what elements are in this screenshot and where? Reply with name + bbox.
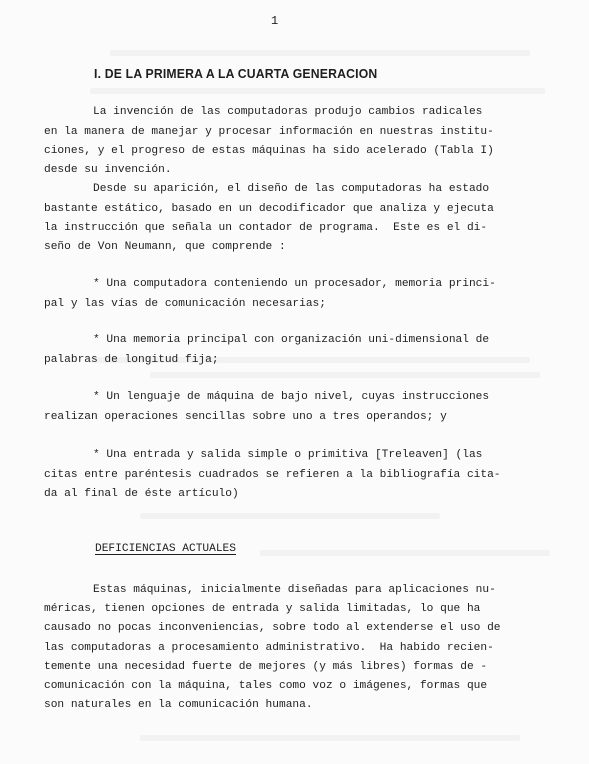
paragraph-line: son naturales en la comunicación humana. — [44, 699, 313, 711]
paragraph-line: bastante estático, basado en un decodificador que analiza y ejecuta — [44, 203, 494, 215]
paragraph-line: seño de Von Neumann, que comprende : — [44, 241, 286, 253]
paragraph-line: desde su invención. — [44, 164, 172, 176]
paragraph-line: en la manera de manejar y procesar información en nuestras institu- — [44, 126, 494, 138]
bleed-through-mark — [90, 88, 545, 94]
bullet-line: * Una memoria principal con organización uni-dimensional de — [93, 334, 490, 346]
paragraph-line: la instrucción que señala un contador de programa. Este es el di- — [44, 222, 488, 234]
paragraph-line: La invención de las computadoras produjo cambios radicales — [93, 106, 483, 118]
paragraph-line: Estas máquinas, inicialmente diseñadas para aplicaciones nu- — [93, 584, 496, 596]
bullet-line: pal y las vías de comunicación necesarias; — [44, 298, 326, 310]
bleed-through-mark — [140, 735, 520, 741]
paragraph-line: temente una necesidad fuerte de mejores (y más libres) formas de - — [44, 661, 488, 673]
bullet-line: * Una computadora conteniendo un procesador, memoria princi- — [93, 278, 496, 290]
paragraph-line: causado no pocas inconveniencias, sobre todo al extenderse el uso de — [44, 622, 501, 634]
bullet-line: * Un lenguaje de máquina de bajo nivel, cuyas instrucciones — [93, 391, 490, 403]
subheading-deficiencias: DEFICIENCIAS ACTUALES — [95, 543, 236, 555]
page-number: 1 — [271, 14, 279, 28]
bleed-through-mark — [260, 550, 550, 556]
bullet-line: * Una entrada y salida simple o primitiva [Treleaven] (las — [93, 449, 483, 461]
bullet-line: realizan operaciones sencillas sobre uno a tres operandos; y — [44, 411, 447, 423]
bullet-line: citas entre paréntesis cuadrados se refieren a la bibliografía cita- — [44, 469, 501, 481]
bleed-through-mark — [150, 372, 540, 378]
section-heading: I. DE LA PRIMERA A LA CUARTA GENERACION — [94, 66, 378, 81]
bleed-through-mark — [110, 50, 530, 56]
paragraph-line: Desde su aparición, el diseño de las computadoras ha estado — [93, 183, 490, 195]
bullet-line: da al final de éste artículo) — [44, 488, 239, 500]
paragraph-line: comunicación con la máquina, tales como voz o imágenes, formas que — [44, 680, 488, 692]
paragraph-line: las computadoras a procesamiento administrativo. Ha habido recien- — [44, 642, 494, 654]
bleed-through-mark — [140, 513, 440, 519]
bullet-line: palabras de longitud fija; — [44, 354, 219, 366]
paragraph-line: ciones, y el progreso de estas máquinas ha sido acelerado (Tabla I) — [44, 145, 494, 157]
paragraph-line: méricas, tienen opciones de entrada y salida limitadas, lo que ha — [44, 603, 481, 615]
